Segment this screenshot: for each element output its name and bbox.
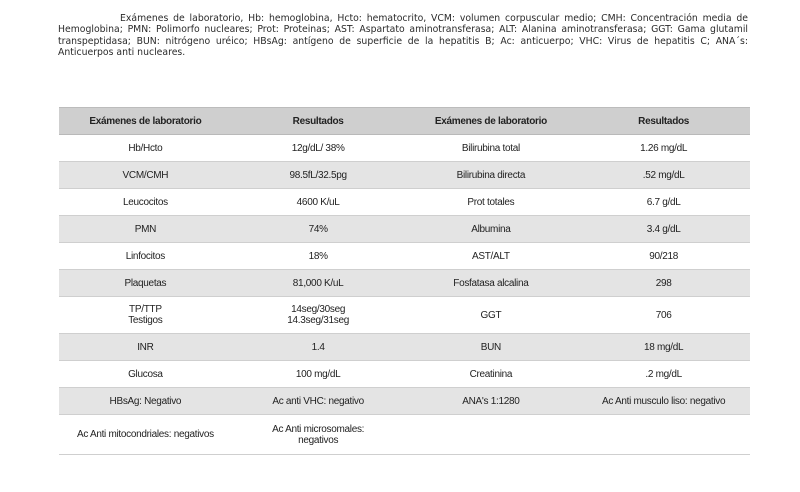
cell-text: Ac Anti musculo liso: negativo bbox=[601, 395, 726, 407]
exam-name-cell bbox=[59, 135, 232, 162]
cell-text: 6.7 g/dL bbox=[646, 196, 681, 208]
exam-result-cell bbox=[577, 388, 750, 415]
table-row bbox=[59, 415, 750, 455]
exam-name-cell bbox=[405, 388, 578, 415]
exam-result-cell bbox=[232, 162, 405, 189]
exam-name-cell bbox=[405, 135, 578, 162]
table-row bbox=[59, 361, 750, 388]
cell-text: Albumina bbox=[471, 223, 511, 235]
table-row bbox=[59, 189, 750, 216]
exam-result-cell bbox=[232, 334, 405, 361]
exam-result-cell bbox=[577, 334, 750, 361]
exam-name-cell bbox=[405, 415, 578, 455]
cell-text: 90/218 bbox=[649, 250, 679, 262]
exam-result-cell bbox=[577, 135, 750, 162]
cell-text: 100 mg/dL bbox=[295, 368, 341, 380]
exam-result-cell bbox=[232, 216, 405, 243]
exam-name-cell bbox=[59, 243, 232, 270]
exam-name-cell bbox=[405, 297, 578, 334]
header-exam-1: Exámenes de laboratorio bbox=[59, 108, 232, 135]
cell-text: HBsAg: Negativo bbox=[109, 395, 182, 407]
exam-name-cell bbox=[59, 388, 232, 415]
cell-text: GGT bbox=[480, 309, 502, 321]
exam-result-cell bbox=[232, 415, 405, 455]
cell-text: 706 bbox=[655, 309, 672, 321]
cell-text: BUN bbox=[480, 341, 501, 353]
cell-text: negativos bbox=[298, 434, 339, 446]
cell-text: 298 bbox=[655, 277, 672, 289]
exam-result-cell bbox=[577, 297, 750, 334]
header-result-1: Resultados bbox=[232, 108, 405, 135]
exam-result-cell bbox=[577, 216, 750, 243]
cell-text: Linfocitos bbox=[125, 250, 165, 262]
cell-text: 4600 K/uL bbox=[296, 196, 340, 208]
exam-name-cell bbox=[59, 297, 232, 334]
cell-text: Testigos bbox=[128, 315, 163, 326]
cell-text: TP/TTP bbox=[129, 304, 162, 315]
cell-text: VCM/CMH bbox=[122, 169, 169, 181]
cell-text: Leucocitos bbox=[122, 196, 168, 208]
exam-result-cell bbox=[577, 243, 750, 270]
exam-result-cell bbox=[232, 270, 405, 297]
exam-name-cell bbox=[59, 415, 232, 455]
cell-text: 98.5fL/32.5pg bbox=[289, 169, 347, 181]
exam-name-cell bbox=[405, 270, 578, 297]
cell-text: 74% bbox=[308, 223, 328, 235]
cell-text: Glucosa bbox=[128, 368, 163, 380]
exam-name-cell bbox=[59, 270, 232, 297]
cell-text: 18 mg/dL bbox=[643, 341, 684, 353]
cell-text: .2 mg/dL bbox=[645, 368, 682, 380]
exam-result-cell bbox=[232, 189, 405, 216]
table-header-row bbox=[59, 108, 750, 135]
cell-text: Bilirubina directa bbox=[456, 169, 526, 181]
cell-text: 3.4 g/dL bbox=[646, 223, 681, 235]
exam-result-cell bbox=[232, 388, 405, 415]
exam-name-cell bbox=[59, 334, 232, 361]
exam-name-cell bbox=[405, 243, 578, 270]
table-row bbox=[59, 243, 750, 270]
header-result-2: Resultados bbox=[577, 108, 750, 135]
table-row bbox=[59, 162, 750, 189]
exam-name-cell bbox=[59, 361, 232, 388]
exam-result-cell bbox=[577, 189, 750, 216]
cell-text: 18% bbox=[308, 250, 328, 262]
exam-result-cell bbox=[577, 361, 750, 388]
cell-text: INR bbox=[137, 341, 154, 353]
cell-text: Ac Anti microsomales: bbox=[272, 423, 365, 435]
cell-text: Creatinina bbox=[469, 368, 513, 380]
cell-text: AST/ALT bbox=[472, 250, 510, 262]
exam-result-cell bbox=[232, 135, 405, 162]
exam-result-cell bbox=[577, 270, 750, 297]
cell-text: 12g/dL/ 38% bbox=[291, 142, 345, 154]
exam-name-cell bbox=[59, 162, 232, 189]
cell-text: 81,000 K/uL bbox=[292, 277, 344, 289]
lab-results-table bbox=[59, 108, 750, 455]
cell-text: 14seg/30seg bbox=[291, 304, 346, 315]
table-row bbox=[59, 388, 750, 415]
cell-text: 1.4 bbox=[311, 341, 325, 353]
exam-name-cell bbox=[405, 216, 578, 243]
exam-result-cell bbox=[232, 361, 405, 388]
exam-name-cell bbox=[405, 189, 578, 216]
table-caption: Exámenes de laboratorio, Hb: hemoglobina, Hcto: hematocrito, VCM: volumen corpuscular medio; CMH: Concentración media de Hemoglobina; PMN: Polimorfo nucleares; Prot: Proteinas; AST: Aspartato aminotransferasa; ALT: Alanina aminotransferasa; GGT: Gama glutamil transpeptidasa; BUN: nitrógeno uréico; HBsAg: antígeno de superficie de la hepatitis B; Ac: anticuerpo; VHC: Virus de hepatitis C; ANA´s: Anticuerpos anti nucleares. bbox=[58, 13, 748, 59]
exam-name-cell bbox=[405, 162, 578, 189]
exam-name-cell bbox=[59, 189, 232, 216]
header-exam-2: Exámenes de laboratorio bbox=[405, 108, 578, 135]
exam-result-cell bbox=[232, 297, 405, 334]
exam-name-cell bbox=[59, 216, 232, 243]
table-row bbox=[59, 135, 750, 162]
cell-text: 1.26 mg/dL bbox=[640, 142, 688, 154]
cell-text: Plaquetas bbox=[124, 277, 167, 289]
cell-text: 14.3seg/31seg bbox=[287, 315, 349, 326]
table-row bbox=[59, 270, 750, 297]
exam-name-cell bbox=[405, 334, 578, 361]
cell-text: Ac Anti mitocondriales: negativos bbox=[76, 429, 214, 440]
exam-result-cell bbox=[577, 415, 750, 455]
exam-result-cell bbox=[577, 162, 750, 189]
cell-text: PMN bbox=[134, 223, 157, 235]
cell-text: Ac anti VHC: negativo bbox=[272, 395, 364, 407]
table-row bbox=[59, 216, 750, 243]
exam-name-cell bbox=[405, 361, 578, 388]
table-row bbox=[59, 297, 750, 334]
cell-text: Prot totales bbox=[467, 196, 515, 208]
lab-results-table-container bbox=[59, 107, 750, 455]
exam-result-cell bbox=[232, 243, 405, 270]
cell-text: Hb/Hcto bbox=[128, 142, 163, 154]
cell-text: ANA's 1:1280 bbox=[462, 395, 520, 407]
cell-text: Fosfatasa alcalina bbox=[453, 277, 529, 289]
cell-text: .52 mg/dL bbox=[642, 169, 685, 181]
table-row bbox=[59, 334, 750, 361]
table-body bbox=[59, 135, 750, 455]
cell-text: Bilirubina total bbox=[461, 142, 520, 154]
